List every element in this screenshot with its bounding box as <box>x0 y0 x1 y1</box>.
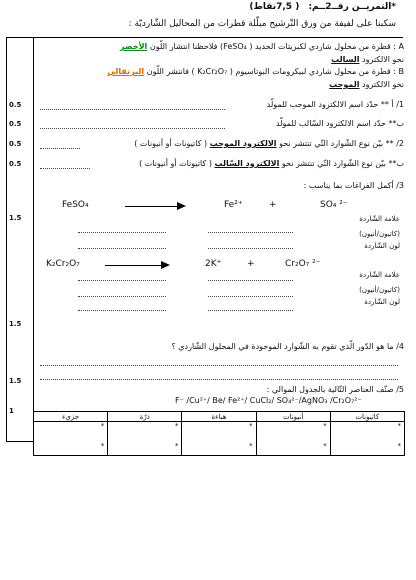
score-q5: 1 <box>9 407 14 415</box>
eq2-product-1: 2K⁺ <box>205 259 222 269</box>
score-column-left-border <box>6 37 7 441</box>
eq1-product-1: Fe²⁺ <box>224 200 243 210</box>
eq2-answer-line-right-3[interactable] <box>208 310 293 311</box>
intro-item-b-electrode: الموجب <box>329 80 360 89</box>
exercise-title: *التمريــن رقــ2ــم: <box>308 2 396 12</box>
classification-table <box>33 411 405 456</box>
table-header-atom: ذرّة <box>108 412 182 422</box>
frame-bottom-border <box>6 441 33 442</box>
question-2b-key: الالكترود السّالب <box>214 159 280 168</box>
intro-item-a-color: الأخضر <box>119 42 148 51</box>
table-header-cations: كاتيونات <box>330 412 404 422</box>
eq1-answer-line-right-1[interactable] <box>208 232 293 233</box>
eq1-label-mark: علامة الشّاردة <box>359 215 400 223</box>
eq1-answer-line-right-2[interactable] <box>208 248 293 249</box>
question-5: 5/ صنّف العناصر التّالية بالجدول الموالي : <box>266 385 404 394</box>
table-cell-molecule[interactable]: * * <box>256 422 330 456</box>
eq2-answer-line-left-2[interactable] <box>78 296 166 297</box>
eq1-arrow-icon <box>177 202 186 210</box>
score-q1a: 0.5 <box>9 101 22 109</box>
question-2a-options: ( كاتيونات أو أنيونات ) <box>134 139 208 148</box>
eq2-answer-line-right-1[interactable] <box>208 280 293 281</box>
answer-line-2a[interactable] <box>40 148 80 149</box>
eq1-product-2: SO₄ ²⁻ <box>320 200 348 210</box>
table-header-row <box>34 412 405 422</box>
exercise-intro: سكبنا على لفيفة من ورق التّرشيح مبلّلة قطرات من المحاليل الشّارديّة : <box>128 19 396 29</box>
score-q2a: 0.5 <box>9 140 22 148</box>
eq1-answer-line-left-1[interactable] <box>78 232 166 233</box>
eq1-label-kind: (كاتيون/أنيون) <box>359 230 400 238</box>
exercise-header <box>249 2 396 12</box>
eq2-label-kind: (كاتيون/أنيون) <box>359 286 400 294</box>
answer-line-1a[interactable] <box>40 109 225 110</box>
intro-item-a-direction <box>331 55 404 64</box>
intro-item-a-dir: نحو الالكترود <box>362 55 404 64</box>
table-cell-cations[interactable]: * * <box>34 422 108 456</box>
question-2a <box>134 139 404 148</box>
eq2-answer-line-left-3[interactable] <box>78 310 166 311</box>
table-cell-atom[interactable]: * * <box>330 422 404 456</box>
eq2-reactant: K₂Cr₂O₇ <box>46 259 80 269</box>
eq2-plus: + <box>247 259 255 269</box>
score-column-right-border <box>33 37 34 441</box>
eq1-plus: + <box>269 200 277 210</box>
exercise-points: ( 7,5نقاط) <box>249 2 300 12</box>
question-2b <box>139 159 404 168</box>
question-2b-text: ب** بيّن نوع الشّوارد التّي تنتشر نحو <box>281 159 404 168</box>
score-q2b: 0.5 <box>9 160 22 168</box>
eq2-label-mark: علامة الشّاردة <box>359 271 400 279</box>
question-1a: 1/ أ ** حدّد اسم الالكترود الموجب للمولّد <box>266 100 404 109</box>
table-cell-anions[interactable]: * * <box>108 422 182 456</box>
eq1-arrow-line <box>125 206 179 207</box>
intro-item-a-text: A : قطرة من محلول شاردي لكبريتات الحديد ( FeSO₄) فلاحظنا انتشار اللّون <box>149 42 404 51</box>
eq2-answer-line-left-1[interactable] <box>78 280 166 281</box>
question-3: 3/ أكمل الفراغات بما يناسب : <box>303 181 404 190</box>
score-eq2: 1.5 <box>9 320 22 328</box>
score-q4: 1.5 <box>9 377 22 385</box>
question-2b-options: ( كاتيونات أو أنيونات ) <box>139 159 212 168</box>
eq2-answer-line-right-2[interactable] <box>208 296 293 297</box>
question-4: 4/ ما هو الدّور الّذي تقوم به الشّوارد الموجودة في المحلول الشّاردي ؟ <box>171 342 404 351</box>
question-1b: ب** حدّد اسم الالكترود السّالب للمولّد <box>275 119 404 128</box>
score-q1b: 0.5 <box>9 120 22 128</box>
question-5-items: F⁻ /Cu²⁺/ Be/ Fe²⁺/ CuCl₂/ SO₄²⁻/AgNO₃ /Cr₂O₇²⁻ <box>175 396 362 405</box>
table-header-anions: أنيونات <box>256 412 330 422</box>
question-2a-key: الالكترود الموجب <box>209 139 277 148</box>
intro-item-a <box>120 42 404 51</box>
eq1-answer-line-left-2[interactable] <box>78 248 166 249</box>
intro-item-b-dir: نحو الالكترود <box>362 80 404 89</box>
score-eq1: 1.5 <box>9 214 22 222</box>
question-2a-text: 2/ ** بيّن نوع الشّوارد التّي تنتشر نحو <box>279 139 404 148</box>
eq1-reactant: FeSO₄ <box>62 200 89 210</box>
intro-item-a-electrode: السالب <box>331 55 360 64</box>
table-cell-aerosol[interactable]: * * <box>182 422 256 456</box>
frame-top-border <box>6 37 403 38</box>
answer-line-2b[interactable] <box>40 168 90 169</box>
table-header-molecule: جزيء <box>34 412 108 422</box>
answer-line-1b[interactable] <box>40 128 225 129</box>
table-row <box>34 422 405 456</box>
intro-item-b-direction <box>329 80 404 89</box>
eq2-label-color: لون الشّاردة <box>364 298 400 306</box>
table-header-aerosol: هباءة <box>182 412 256 422</box>
eq2-product-2: Cr₂O₇ ²⁻ <box>285 259 321 269</box>
eq1-label-color: لون الشّاردة <box>364 242 400 250</box>
intro-item-b-text: B : قطرة من محلول شاردي لبيكرومات البوتاسيوم ( K₂Cr₂O₇ ) فانتشر اللّون <box>146 67 404 76</box>
answer-line-4a[interactable] <box>40 365 398 366</box>
intro-item-b-color: البرتقالي <box>107 67 145 76</box>
answer-line-4b[interactable] <box>40 379 398 380</box>
eq2-arrow-line <box>105 265 163 266</box>
eq2-arrow-icon <box>161 261 170 269</box>
intro-item-b <box>107 67 404 76</box>
